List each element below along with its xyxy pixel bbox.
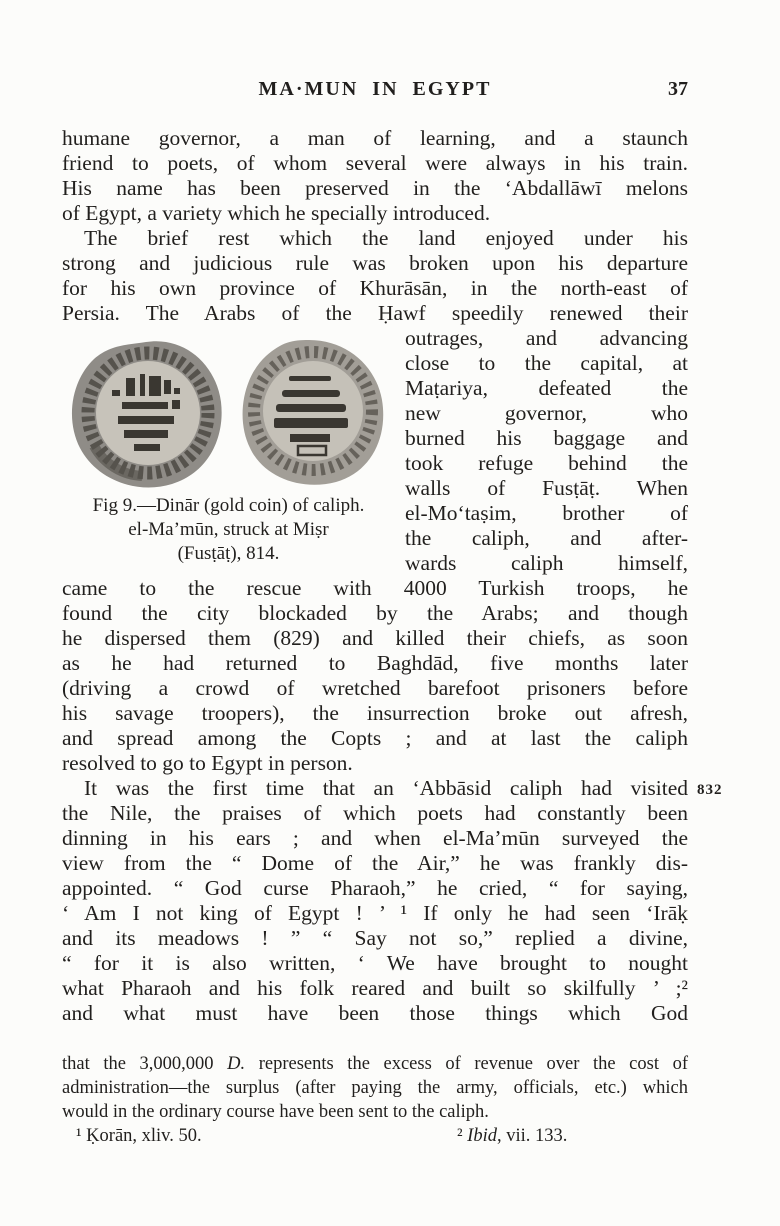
text-line: humane governor, a man of learning, and a staunch	[62, 126, 688, 150]
paragraph-2-wrap	[405, 326, 688, 576]
text-line: close to the capital, at	[405, 351, 688, 375]
text-line: new governor, who	[405, 401, 688, 425]
footnote-ref-1: ¹ Ḳorān, xliv. 50.	[76, 1126, 202, 1146]
figure-caption	[62, 494, 395, 566]
footnote-ref-2	[457, 1124, 567, 1148]
paragraph-2-lower	[62, 576, 688, 776]
footnote-ref-2-marker: ²	[457, 1126, 468, 1146]
left-coin-obverse-photo	[72, 341, 222, 487]
page-number: 37	[668, 78, 688, 100]
text-line: Fig 9.—Dinār (gold coin) of caliph.	[92, 495, 365, 516]
text-line: appointed. “ God curse Pharaoh,” he cried, “ for saying,	[62, 876, 688, 900]
footnote-italic-d: D.	[227, 1054, 246, 1074]
text-line: Maṭariya, defeated the	[405, 376, 688, 400]
text-line: view from the “ Dome of the Air,” he was frankly dis-	[62, 851, 688, 875]
text-line: his savage troopers), the insurrection broke out afresh,	[62, 701, 688, 725]
text-line: el-Ma’mūn, struck at Miṣr	[128, 519, 329, 540]
text-line: (driving a crowd of wretched barefoot prisoners before	[62, 676, 688, 700]
text-line: what Pharaoh and his folk reared and built so skilfully ’ ;²	[62, 976, 688, 1000]
text-line: the Nile, the praises of which poets had constantly been	[62, 801, 688, 825]
text-line: and its meadows ! ” “ Say not so,” replied a divine,	[62, 926, 688, 950]
text-line: took refuge behind the	[405, 451, 688, 475]
text-line: the caliph, and after-	[405, 526, 688, 550]
footnote-line-1	[62, 1052, 688, 1076]
footnote-line-3: would in the ordinary course have been sent to the caliph.	[62, 1102, 489, 1122]
page-header	[62, 78, 688, 104]
text-line: and what must have been those things which God	[62, 1001, 688, 1025]
text-line: wards caliph himself,	[405, 551, 688, 575]
text-line: The brief rest which the land enjoyed under his	[84, 226, 688, 250]
text-line: friend to poets, of whom several were always in his train.	[62, 151, 688, 175]
text-line: resolved to go to Egypt in person.	[62, 751, 353, 775]
paragraph-3	[62, 776, 688, 1026]
coin-photos	[64, 338, 397, 490]
footnote-references	[62, 1124, 688, 1148]
footnote-block	[62, 1052, 688, 1148]
paragraph-2-upper	[62, 226, 688, 326]
text-line: outrages, and advancing	[405, 326, 688, 350]
text-line: burned his baggage and	[405, 426, 688, 450]
text-line: found the city blockaded by the Arabs; and though	[62, 601, 688, 625]
text-line: (Fusṭāṭ), 814.	[177, 543, 280, 564]
footnote-text: that the 3,000,000	[62, 1054, 228, 1074]
figure-9	[62, 326, 395, 566]
text-line: walls of Fusṭāṭ. When	[405, 476, 688, 500]
text-line: Persia. The Arabs of the Ḥawf speedily renewed their	[62, 301, 688, 325]
text-line: of Egypt, a variety which he specially introduced.	[62, 201, 491, 225]
text-line: “ for it is also written, ‘ We have brought to nought	[62, 951, 688, 975]
text-line: His name has been preserved in the ‘Abdallāwī melons	[62, 176, 688, 200]
footnote-ref-2-ibid: Ibid	[467, 1126, 497, 1146]
text-line: came to the rescue with 4000 Turkish troops, he	[62, 576, 688, 600]
text-line: he dispersed them (829) and killed their chiefs, as soon	[62, 626, 688, 650]
right-coin-reverse-photo	[243, 340, 384, 485]
text-line: It was the first time that an ‘Abbāsid caliph had visited	[84, 776, 688, 800]
text-block	[62, 78, 688, 1148]
text-line: for his own province of Khurāsān, in the north-east of	[62, 276, 688, 300]
paragraph-1	[62, 126, 688, 226]
footnote-ref-2-rest: , vii. 133.	[496, 1126, 568, 1146]
text-line: el-Mo‘taṣim, brother of	[405, 501, 688, 525]
footnote-line-2: administration—the surplus (after paying the army, officials, etc.) which	[62, 1078, 688, 1098]
text-line: ‘ Am I not king of Egypt ! ’ ¹ If only he had seen ‘Irāḳ	[62, 901, 688, 925]
text-line: strong and judicious rule was broken upon his departure	[62, 251, 688, 275]
figure-row	[62, 326, 688, 576]
text-line: and spread among the Copts ; and at last the caliph	[62, 726, 688, 750]
running-head: MA·MUN IN EGYPT	[258, 78, 492, 100]
footnote-text: represents the excess of revenue over the cost of	[245, 1054, 688, 1074]
margin-year-note: 832	[697, 782, 723, 798]
text-line: as he had returned to Baghdād, five months later	[62, 651, 688, 675]
text-line: dinning in his ears ; and when el-Ma’mūn surveyed the	[62, 826, 688, 850]
